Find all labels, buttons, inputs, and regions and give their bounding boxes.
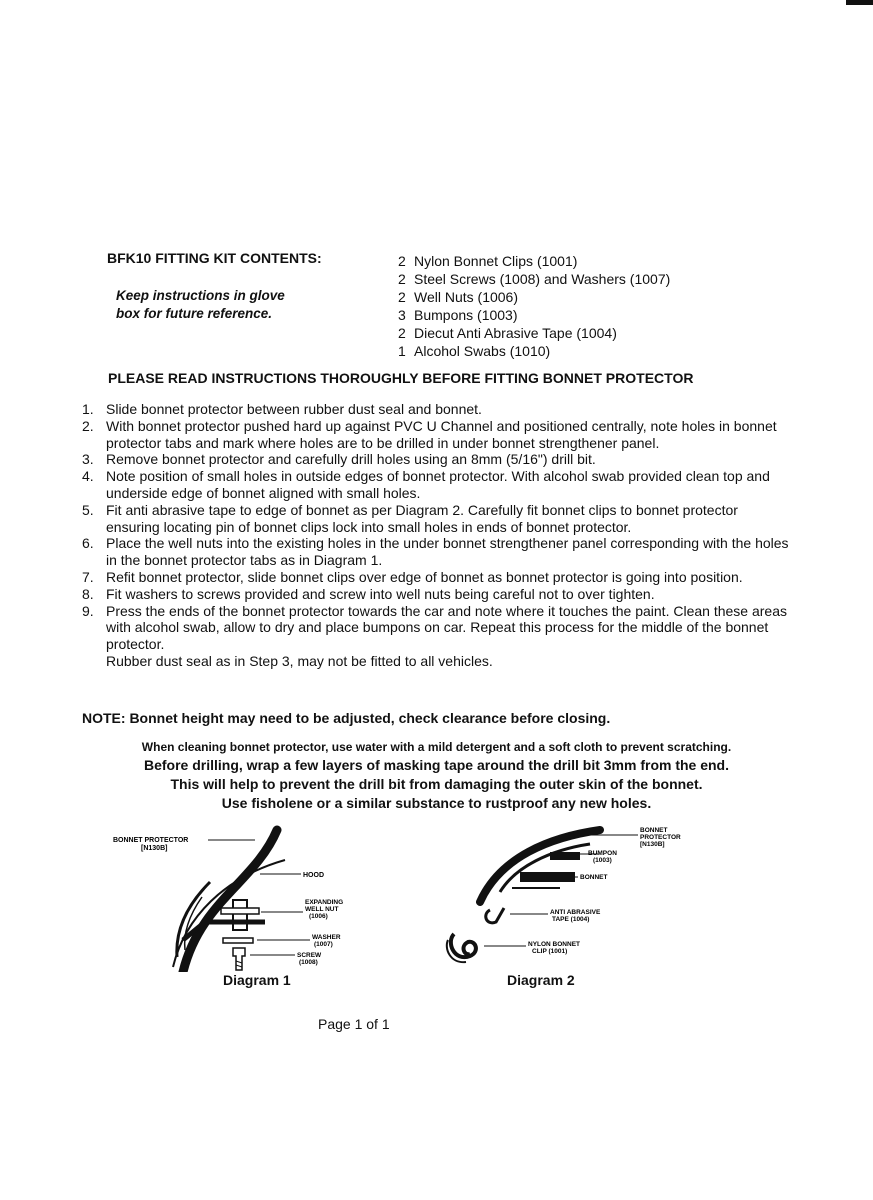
diagram-2-label-protector: [N130B] [640,841,665,848]
step-number: 7. [82,568,94,585]
kit-item-name: Nylon Bonnet Clips (1001) [414,253,578,269]
step-text: Fit anti abrasive tape to edge of bonnet as per Diagram 2. Carefully fit bonnet clips to bonnet protector ensuring locating pin of bonnet clips lock into small holes in ends of bonnet protector. [106,501,738,535]
glovebox-note-line: box for future reference. [116,306,273,321]
diagram-2-label-tape: ANTI ABRASIVE [550,909,601,916]
kit-item-qty: 2 [398,253,406,269]
diagram-2-clip-shape [451,934,476,957]
glovebox-note-line: Keep instructions in glove [116,288,285,303]
instruction-step [82,468,792,502]
diagram-2 [440,822,710,972]
care-line: Use fisholene or a similar substance to rustproof any new holes. [221,795,652,811]
step-number: 5. [82,501,94,518]
diagram-1-label-protector: BONNET PROTECTOR [113,837,189,844]
kit-item-qty: 2 [398,325,406,341]
diagram-2-label-clip: NYLON BONNET [528,941,580,948]
diagram-1-label-well-nut: EXPANDING [305,899,344,906]
kit-contents-title: BFK10 FITTING KIT CONTENTS: [107,250,322,266]
step-text: Note position of small holes in outside edges of bonnet protector. With alcohol swab provided clean top and underside edge of bonnet aligned with small holes. [106,468,770,501]
diagram-1 [105,822,365,972]
kit-item-name: Well Nuts (1006) [414,289,519,305]
kit-item [398,306,670,324]
diagram-2-label-bumpon: (1003) [593,857,612,864]
instruction-step [82,603,792,653]
kit-item [398,288,670,306]
diagram-2-bumpon-shape [550,852,580,860]
step-number: 1. [82,401,94,417]
instruction-step [82,401,792,418]
scan-mark [846,0,873,5]
diagram-1-label-screw: SCREW [297,952,322,959]
diagram-2-caption: Diagram 2 [507,972,575,988]
diagram-1-label-well-nut: WELL NUT [305,906,339,913]
instruction-steps [82,401,792,670]
kit-item-name: Bumpons (1003) [414,307,518,323]
glovebox-note [116,287,285,323]
diagram-1-label-screw: (1008) [299,959,318,966]
diagram-1-washer-shape [223,938,253,943]
kit-item [398,270,670,288]
step-text: Refit bonnet protector, slide bonnet clips over edge of bonnet as bonnet protector is going into position. [106,568,743,585]
instruction-step [82,451,792,468]
diagram-1-label-hood: HOOD [303,872,324,879]
diagram-1-well-nut-shape [233,900,247,930]
diagram-2-label-bumpon: BUMPON [588,850,617,857]
kit-item [398,324,670,342]
diagram-2-label-bonnet: BONNET [580,874,608,881]
care-instructions [0,739,873,813]
care-line: This will help to prevent the drill bit from damaging the outer skin of the bonnet. [170,776,703,792]
step-number: 4. [82,468,94,485]
kit-item-qty: 2 [398,289,406,305]
step-text: Slide bonnet protector between rubber dust seal and bonnet. [106,401,482,417]
kit-item [398,342,670,360]
diagram-2-label-protector: PROTECTOR [640,834,681,841]
page-number: Page 1 of 1 [318,1016,390,1032]
care-line: When cleaning bonnet protector, use water with a mild detergent and a soft cloth to prevent scratching. [141,740,732,754]
kit-contents-list [398,252,670,360]
diagram-1-protector-shape [183,830,277,972]
step-number: 3. [82,451,94,468]
diagram-1-label-well-nut: (1006) [309,913,328,920]
step-text: With bonnet protector pushed hard up against PVC U Channel and positioned centrally, note holes in bonnet protector tabs and mark where holes are to be drilled in under bonnet strengthener panel. [106,417,777,451]
instruction-step [82,418,792,452]
instruction-step [82,535,792,569]
kit-item-qty: 2 [398,271,406,287]
kit-item-qty: 1 [398,343,406,359]
bonnet-height-note: NOTE: Bonnet height may need to be adjusted, check clearance before closing. [82,710,611,726]
please-read-heading: PLEASE READ INSTRUCTIONS THOROUGHLY BEFORE FITTING BONNET PROTECTOR [108,370,694,386]
kit-item [398,252,670,270]
instruction-step [82,502,792,536]
step-text: Place the well nuts into the existing holes in the under bonnet strengthener panel corresponding with the holes in the bonnet protector tabs as in Diagram 1. [106,535,789,569]
diagram-1-label-protector: [N130B] [141,845,168,852]
diagram-1-caption: Diagram 1 [223,972,291,988]
kit-item-name: Diecut Anti Abrasive Tape (1004) [414,325,617,341]
step-number: 6. [82,535,94,552]
step-number: 2. [82,417,94,434]
kit-item-name: Alcohol Swabs (1010) [414,343,551,359]
diagram-1-label-washer: WASHER [312,934,341,941]
instruction-step [82,569,792,586]
care-line: Before drilling, wrap a few layers of masking tape around the drill bit 3mm from the end. [144,757,729,773]
diagram-1-label-washer: (1007) [314,941,333,948]
instruction-step [82,586,792,603]
diagram-2-label-protector: BONNET [640,827,668,834]
step-number: 9. [82,602,94,619]
diagram-1-screw-shape [233,948,245,970]
diagram-2-label-clip: CLIP (1001) [532,948,568,955]
diagram-2-tape-shape [486,908,504,923]
kit-item-qty: 3 [398,307,406,323]
diagram-2-protector-shape [480,830,600,902]
step-number: 8. [82,585,94,602]
step-text: Remove bonnet protector and carefully drill holes using an 8mm (5/16") drill bit. [106,451,596,468]
diagram-2-label-tape: TAPE (1004) [552,916,590,923]
steps-footnote: Rubber dust seal as in Step 3, may not be fitted to all vehicles. [106,652,493,669]
step-text: Press the ends of the bonnet protector towards the car and note where it touches the paint. Clean these areas with alcohol swab, allow to dry and place bumpons on car. Repeat this process for the middle of the bonnet protector. [106,602,787,653]
step-text: Fit washers to screws provided and screw into well nuts being careful not to over tighten. [106,585,655,602]
kit-item-name: Steel Screws (1008) and Washers (1007) [414,271,671,287]
